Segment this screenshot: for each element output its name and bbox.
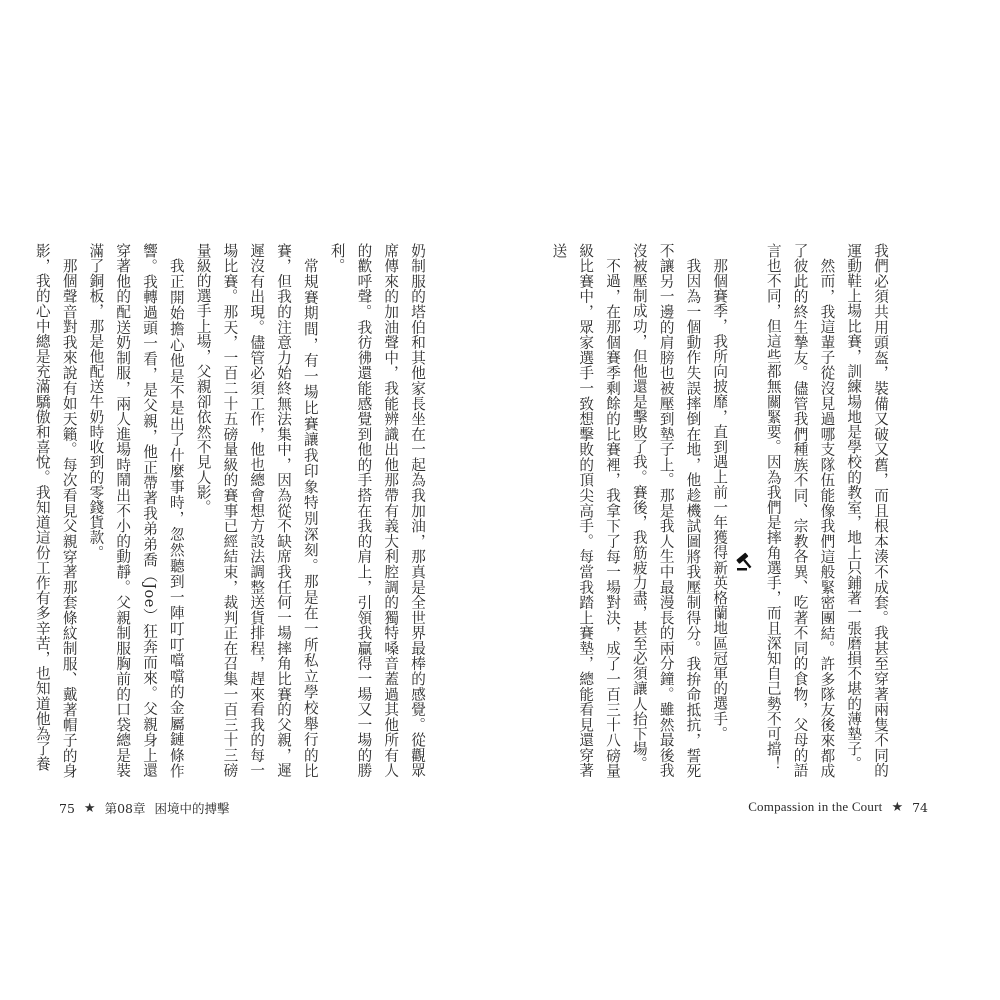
paragraph: 我正開始擔心他是不是出了什麼事時，忽然聽到一陣叮叮噹噹的金屬鏈條作響。我轉過頭一看，是父親，他正帶著我弟弟喬（Joe）狂奔而來。父親身上還穿著他的配送奶制服，兩人進場時鬧出不小的動靜。父親制服胸前的口袋總是裝滿了銅板，那是他配送牛奶時收到的零錢貨款。 — [87, 243, 185, 778]
page-number: 74 — [912, 799, 928, 815]
gavel-icon — [732, 243, 759, 778]
running-head: Compassion in the Court — [748, 799, 883, 814]
page-number: 75 — [59, 800, 75, 816]
chapter-title: 困境中的搏擊 — [154, 801, 230, 816]
paragraph: 我們必須共用頭盔，裝備又破又舊，而且根本湊不成套。我甚至穿著兩隻不同的運動鞋上場比賽，訓練場地是學校的教室，地上只鋪著一張磨損不堪的薄墊子。 — [845, 243, 889, 778]
right-page-body — [550, 243, 893, 778]
paragraph: 那個聲音對我來說有如天籟。每次看見父親穿著那套條紋制服、戴著帽子的身影，我的心中總是充滿驕傲和喜悅。我知道這份工作有多辛苦，也知道他為了養 — [33, 243, 78, 778]
right-page — [500, 0, 1000, 1000]
star-icon: ★ — [83, 800, 96, 816]
right-page-footer — [748, 799, 928, 815]
paragraph: 然而，我這輩子從沒見過哪支隊伍能像我們這般緊密團結。許多隊友後來都成了彼此的終生摯友。儘管我們種族不同、宗教各異、吃著不同的食物，父母的語言也不同，但這些都無關緊要。因為我們是摔角選手，而且深知自己勢不可擋！ — [764, 243, 836, 778]
paragraph: 不過，在那個賽季剩餘的比賽裡，我拿下了每一場對決，成了一百三十八磅量級比賽中，眾家選手一致想擊敗的頂尖高手。每當我踏上賽墊，總能看見還穿著送 — [550, 243, 622, 778]
left-page-body — [33, 243, 430, 778]
paragraph: 那個賽季，我所向披靡，直到遇上前一年獲得新英格蘭地區冠軍的選手。 — [711, 257, 729, 741]
star-icon: ★ — [891, 799, 904, 815]
paragraph: 常規賽期間，有一場比賽讓我印象特別深刻。那是在一所私立學校舉行的比賽，但我的注意力始終無法集中，因為從不缺席我任何一場摔角比賽的父親，遲遲沒有出現。儘管必須工作，他也總會想方設法調整送貨排程，趕來看我的每一場比賽。那天，一百二十五磅量級的賽事已經結束，裁判正在召集一百三十三磅量級的選手上場，父親卻依然不見人影。 — [194, 243, 319, 778]
paragraph: 奶制服的塔伯和其他家長坐在一起為我加油，那真是全世界最棒的感覺。從觀眾席傳來的加油聲中，我能辨識出他那帶有義大利腔調的獨特嗓音蓋過其他所有人的歡呼聲。我彷彿還能感覺到他的手搭在我的肩上，引領我贏得一場又一場的勝利。 — [328, 243, 426, 778]
left-page-footer — [59, 799, 229, 817]
chapter-number: 第08章 — [104, 801, 146, 816]
paragraph: 我因為一個動作失誤摔倒在地，他趁機試圖將我壓制得分。我拚命抵抗，誓死不讓另一邊的肩膀也被壓到墊子上。那是我人生中最漫長的兩分鐘。雖然最後我沒被壓制成功，但他還是擊敗了我。賽後，我筋疲力盡，甚至必須讓人抬下場。 — [630, 243, 702, 778]
